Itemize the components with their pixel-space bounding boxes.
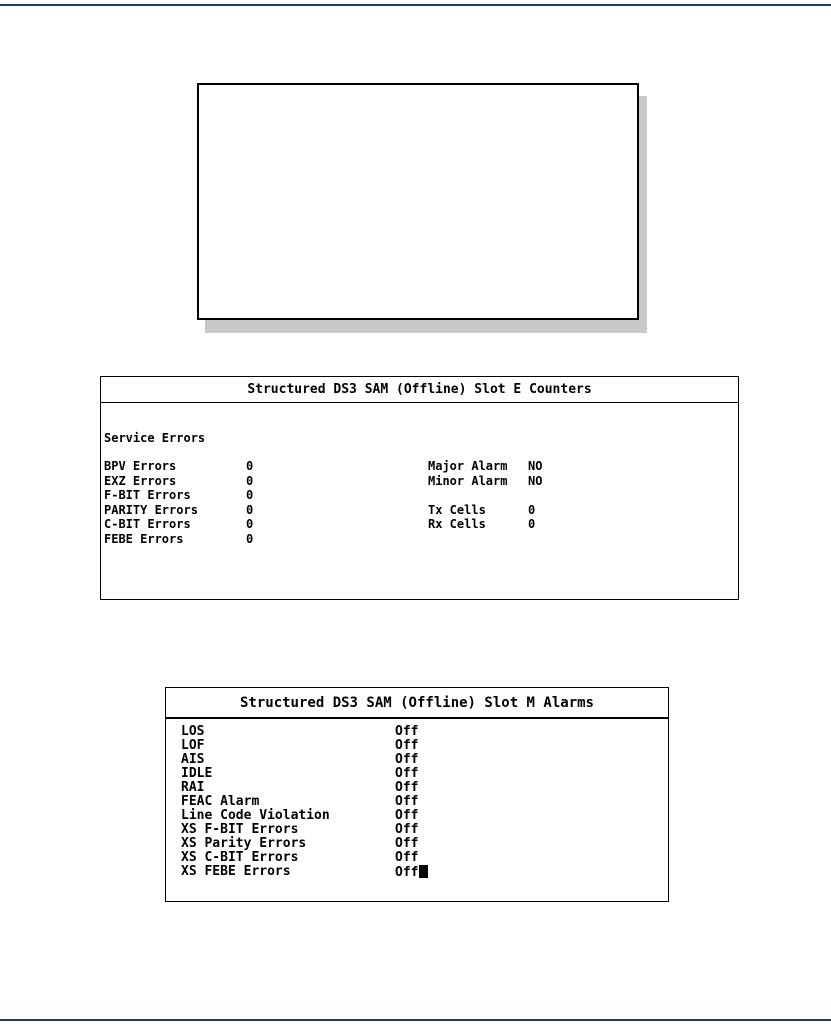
alarm-row-lof [166, 739, 668, 753]
alarm-row-xs-cbit [166, 851, 668, 865]
alarm-value: Off [395, 752, 419, 767]
error-value-febe: 0 [246, 532, 254, 546]
text-cursor [419, 865, 428, 878]
alarm-value: Off [395, 780, 419, 795]
page-bottom-rule [0, 1019, 831, 1021]
alarm-row-feac [166, 795, 668, 809]
error-label-febe: FEBE Errors [104, 532, 184, 546]
alarm-row-xs-parity [166, 837, 668, 851]
alarm-row-xs-fbit [166, 823, 668, 837]
rx-cells-value: 0 [528, 517, 536, 532]
error-value-cbit: 0 [246, 517, 254, 532]
alarms-screen [165, 687, 669, 902]
alarm-row-ais [166, 753, 668, 767]
empty-dialog-box [197, 83, 639, 320]
alarm-row-line-code-violation [166, 809, 668, 823]
tx-cells-label: Tx Cells [428, 502, 486, 517]
alarm-label: XS Parity Errors [181, 836, 307, 851]
error-label-cbit: C-BIT Errors [104, 517, 191, 532]
alarm-label: XS FEBE Errors [181, 864, 291, 879]
alarm-label: Line Code Violation [181, 808, 330, 823]
service-errors-label: Service Errors [104, 431, 206, 445]
alarm-value [395, 865, 428, 880]
alarm-value: Off [395, 766, 419, 781]
alarm-value: Off [395, 822, 419, 837]
alarm-label: XS F-BIT Errors [181, 822, 299, 837]
error-label-fbit: F-BIT Errors [104, 488, 191, 503]
alarm-label: LOF [181, 738, 205, 753]
page-top-rule [0, 4, 831, 6]
error-value-exz: 0 [246, 473, 254, 488]
alarm-value: Off [395, 836, 419, 851]
alarm-label: LOS [181, 724, 205, 739]
tx-cells-value: 0 [528, 502, 536, 517]
alarm-row-rai [166, 781, 668, 795]
major-alarm-value: NO [528, 459, 543, 473]
alarm-value: Off [395, 850, 419, 865]
error-label-exz: EXZ Errors [104, 473, 177, 488]
alarm-value: Off [395, 724, 419, 739]
error-label-bpv: BPV Errors [104, 459, 177, 473]
alarm-label: XS C-BIT Errors [181, 850, 299, 865]
rx-cells-label: Rx Cells [428, 517, 486, 532]
error-label-parity: PARITY Errors [104, 502, 198, 517]
alarm-label: RAI [181, 780, 205, 795]
alarm-row-idle [166, 767, 668, 781]
minor-alarm-value: NO [528, 473, 543, 488]
error-value-parity: 0 [246, 502, 254, 517]
major-alarm-label: Major Alarm [428, 459, 508, 473]
alarm-row-xs-febe [166, 865, 668, 879]
error-value-fbit: 0 [246, 488, 254, 503]
alarm-label: IDLE [181, 766, 213, 781]
alarm-row-los [166, 725, 668, 739]
alarm-value: Off [395, 808, 419, 823]
alarm-label: FEAC Alarm [181, 794, 260, 809]
alarms-title: Structured DS3 SAM (Offline) Slot M Alarms [166, 688, 668, 719]
counters-screen [100, 376, 739, 600]
alarm-value-text: Off [395, 865, 419, 880]
minor-alarm-label: Minor Alarm [428, 473, 508, 488]
alarm-label: AIS [181, 752, 205, 767]
alarm-value: Off [395, 794, 419, 809]
counters-title: Structured DS3 SAM (Offline) Slot E Counters [101, 377, 738, 403]
alarm-value: Off [395, 738, 419, 753]
error-value-bpv: 0 [246, 459, 254, 473]
